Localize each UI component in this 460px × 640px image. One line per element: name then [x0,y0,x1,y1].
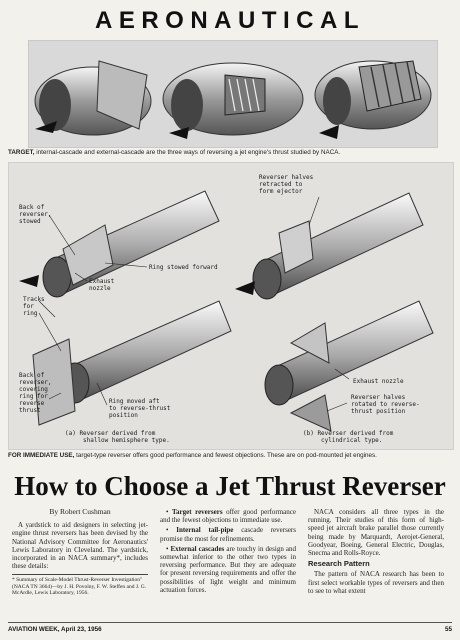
article-headline: How to Choose a Jet Thrust Reverser [14,471,446,501]
reverser-drawings [9,163,453,449]
label-back-stowed: Back of reverser, stowed [19,204,52,225]
label-ring-forward: Ring stowed forward [149,264,218,271]
target-reverser-diagram [8,162,454,450]
page-footer [8,622,452,633]
top-caption-text: internal-cascade and external-cascade are the three ways of reversing a jet engine's thrust studied by NACA. [34,149,341,156]
label-halves-retracted: Reverser halves retracted to form ejector [259,174,314,195]
article-column-1 [12,508,148,597]
footnote: * Summary of Scale-Model Thrust-Reverser Investigation" (NACA TN 3664)—by J. H. Povolny, F. W. Steffen and J. G. McArdle, Lewis Laboratory, 1956. [12,574,148,597]
page-number: 55 [444,626,452,633]
engine-cutaway-photo [28,40,438,148]
mid-caption-lead: FOR IMMEDIATE USE, [8,452,75,459]
intro-paragraph: A yardstick to aid designers in selecting jet-engine thrust reversers has been devised by the National Advisory Committee for Aeronautics' Lewis Laboratory in Cleveland. The yardstick, incorporated in an NACA summary*, includes these details: [12,521,148,571]
article-column-2 [160,508,296,596]
label-subfigure-a: (a) Reverser derived from shallow hemisphere type. [65,430,170,444]
label-exhaust-nozzle-b: Exhaust nozzle [353,378,404,385]
footer-publication: AVIATION WEEK, April 23, 1956 [8,626,102,633]
mid-caption-text: target-type reverser offers good performance and fewest objections. These are on pod-mounted jet engines. [74,452,377,459]
article-column-3 [308,508,444,597]
mid-photo-caption [8,452,377,460]
bullet-target: • Target reversers offer good performance and the fewest objections to immediate use. [160,508,296,525]
byline: By Robert Cushman [49,507,111,516]
label-back-covering: Back of reverser, covering ring for reverse thrust [19,372,52,414]
section-title: AERONAUTICAL [95,7,365,34]
top-photo-caption [8,149,340,157]
subhead-research-pattern: Research Pattern [308,559,370,569]
bullet-external: • External cascades are touchy in design and somewhat inferior to the other two types in reversing performance. But they are adequate for present reversing requirements and offer the possibilities of light weight and minimum actuation forces. [160,544,297,594]
paragraph-running: NACA considers all three types in the running. Their studies of this form of high-speed jet aircraft brake parallel those currently being made by Marquardt, Aerojet-General, Goodyear, Boeing, General Electric, Douglas, Snecma and Rolls-Royce. [308,508,444,558]
label-exhaust-nozzle-a: Exhaust nozzle [89,278,115,292]
top-caption-lead: TARGET, [8,149,35,156]
label-ring-aft: Ring moved aft to reverse-thrust position [109,398,171,419]
label-subfigure-b: (b) Reverser derived from cylindrical type. [303,430,394,444]
paragraph-pattern: The pattern of NACA research has been to first select workable types of reversers and then to see to what extent [308,570,444,595]
label-halves-rotated: Reverser halves rotated to reverse- thrust position [351,394,420,415]
label-tracks: Tracks for ring [23,296,45,317]
engine-cutaway-illustration [29,41,437,147]
bullet-internal: • Internal tail-pipe cascade reversers promise the most for refinements. [160,526,296,543]
